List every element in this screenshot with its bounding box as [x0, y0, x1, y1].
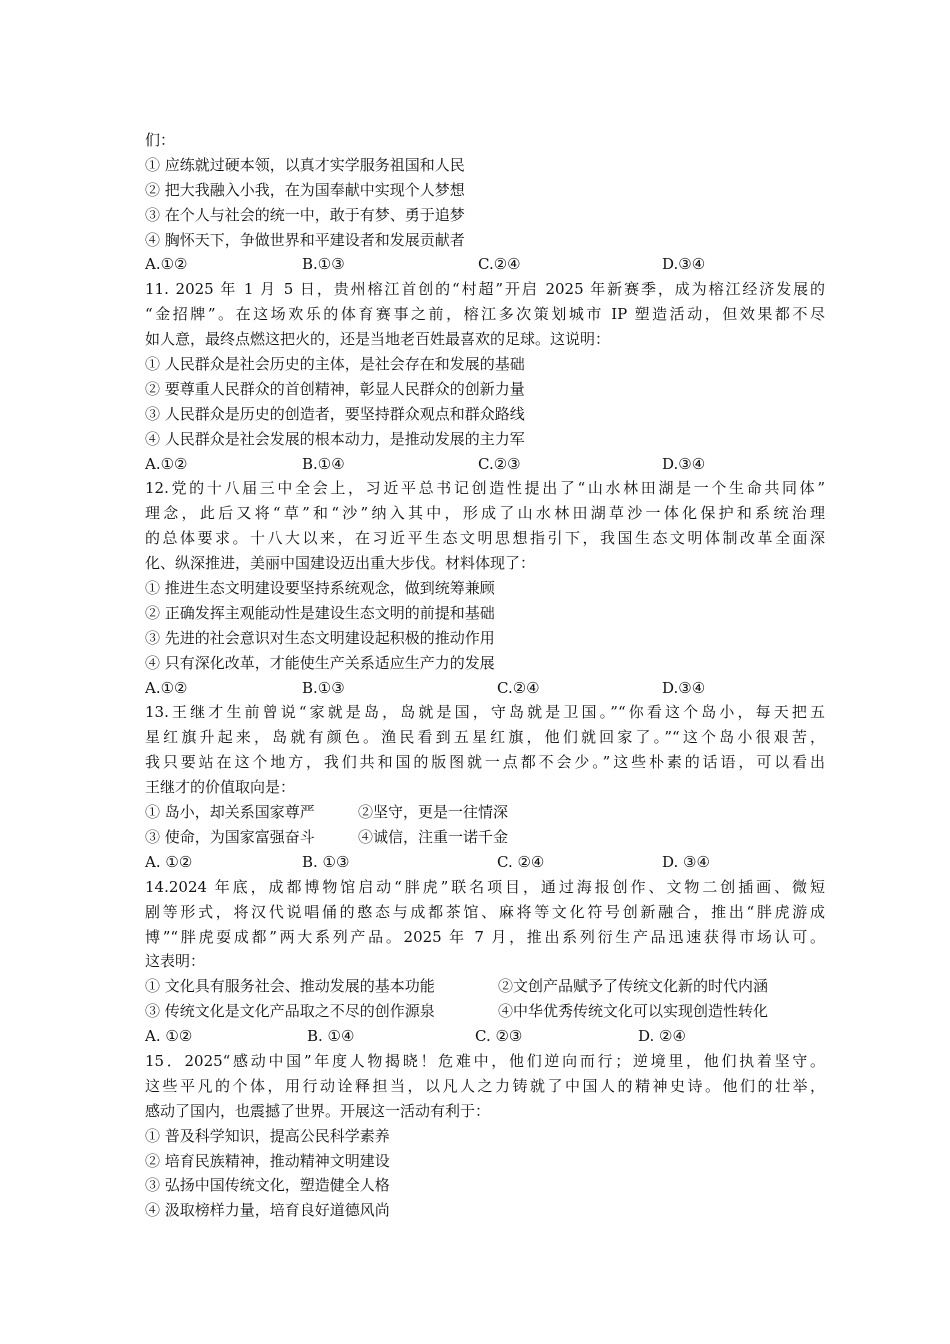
- question-stem-line: 这些平凡的个体，用行动诠释担当，以凡人之力铸就了中国人的精神史诗。他们的壮举，: [145, 1076, 825, 1095]
- statement-4: ④ 胸怀天下，争做世界和平建设者和发展贡献者: [145, 230, 465, 249]
- question-10: [145, 128, 825, 277]
- question-stem: 们：: [145, 131, 176, 149]
- question-stem-line: 化、纵深推进，美丽中国建设迈出重大步伐。材料体现了：: [145, 554, 536, 573]
- option-d: D. ③④: [662, 852, 710, 871]
- statement-1: ① 文化具有服务社会、推动发展的基本功能: [145, 977, 435, 996]
- statement-3: ③ 使命，为国家富强奋斗: [145, 827, 315, 846]
- question-stem-line: 星红旗升起来，岛就有颜色。渔民看到五星红旗，他们就回家了。”“这个岛小很艰苦，: [145, 728, 825, 747]
- statement-2: ② 要尊重人民群众的首创精神，彰显人民群众的创新力量: [145, 379, 525, 398]
- option-b: B. ①③: [302, 852, 350, 871]
- option-c: C.②④: [497, 678, 540, 697]
- question-14: [145, 875, 825, 1049]
- statement-2: ② 正确发挥主观能动性是建设生态文明的前提和基础: [145, 603, 495, 622]
- option-b: B. ①④: [307, 1027, 355, 1046]
- question-12: [145, 476, 825, 700]
- statement-3: ③ 传统文化是文化产品取之不尽的创作源泉: [145, 1002, 435, 1021]
- question-stem-line: 14.2024 年底，成都博物馆启动“胖虎”联名项目，通过海报创作、文物二创插画、微短: [145, 877, 825, 896]
- statement-1: ① 岛小，却关系国家尊严: [145, 803, 315, 822]
- statement-row: [145, 825, 825, 850]
- question-stem-line: 12.党的十八届三中全会上，习近平总书记创造性提出了“山水林田湖是一个生命共同体”: [145, 479, 825, 498]
- question-13: [145, 700, 825, 874]
- option-a: A.①②: [145, 255, 188, 274]
- statement-2: ② 培育民族精神，推动精神文明建设: [145, 1151, 390, 1170]
- option-c: C. ②③: [475, 1027, 523, 1046]
- statement-1: ① 人民群众是社会历史的主体，是社会存在和发展的基础: [145, 355, 525, 374]
- question-15: [145, 1049, 825, 1223]
- statement-2: ②坚守，更是一往情深: [358, 803, 509, 822]
- question-stem-line: 这表明：: [145, 952, 206, 971]
- option-a: A.①②: [145, 454, 188, 473]
- statement-3: ③ 弘扬中国传统文化，塑造健全人格: [145, 1176, 390, 1195]
- option-b: B.①③: [302, 255, 345, 274]
- question-stem-line: 感动了国内，也震撼了世界。开展这一活动有利于：: [145, 1101, 491, 1120]
- question-stem-line: 剧等形式，将汉代说唱俑的憨态与成都茶馆、麻将等文化符号创新融合，推出“胖虎游成: [145, 902, 825, 921]
- statement-3: ③ 人民群众是历史的创造者，要坚持群众观点和群众路线: [145, 404, 525, 423]
- answer-options: [145, 252, 825, 277]
- question-stem-line: 理念，此后又将“草”和“沙”纳入其中，形成了山水林田湖草沙一体化保护和系统治理: [145, 504, 825, 523]
- statement-4: ④ 只有深化改革，才能使生产关系适应生产力的发展: [145, 653, 495, 672]
- question-stem-line: 王继才的价值取向是：: [145, 778, 296, 797]
- question-stem-line: “金招牌”。在这场欢乐的体育赛事之前，榕江多次策划城市 IP 塑造活动，但效果都不尽: [145, 305, 825, 324]
- question-stem-line: 如人意，最终点燃这把火的，还是当地老百姓最喜欢的足球。这说明：: [145, 330, 611, 349]
- statement-3: ③ 在个人与社会的统一中，敢于有梦、勇于追梦: [145, 205, 465, 224]
- statement-1: ① 推进生态文明建设要坚持系统观念，做到统筹兼顾: [145, 579, 495, 598]
- statement-4: ④中华优秀传统文化可以实现创造性转化: [498, 1002, 769, 1021]
- option-d: D.③④: [662, 454, 706, 473]
- option-a: A. ①②: [145, 852, 193, 871]
- exam-page: [145, 128, 825, 1223]
- question-stem-line: 博”“胖虎耍成都”两大系列产品。2025 年 7 月，推出系列衍生产品迅速获得市场认可。: [145, 927, 825, 946]
- option-b: B.①③: [302, 678, 345, 697]
- option-a: A. ①②: [145, 1027, 193, 1046]
- answer-options: [145, 1024, 825, 1049]
- statement-4: ④ 人民群众是社会发展的根本动力，是推动发展的主力军: [145, 429, 525, 448]
- statement-row: [145, 999, 825, 1024]
- question-stem-line: 11. 2025 年 1 月 5 日，贵州榕江首创的“村超”开启 2025 年新赛季，成为榕江经济发展的: [145, 280, 825, 299]
- option-c: C.②④: [478, 255, 521, 274]
- statement-2: ②文创产品赋予了传统文化新的时代内涵: [498, 977, 769, 996]
- question-stem-line: 15．2025“感动中国”年度人物揭晓！危难中，他们逆向而行；逆境里，他们执着坚守。: [145, 1051, 825, 1070]
- question-stem-line: 13.王继才生前曾说“家就是岛，岛就是国，守岛就是卫国。”“你看这个岛小，每天把五: [145, 703, 825, 722]
- statement-4: ④ 汲取榜样力量，培育良好道德风尚: [145, 1201, 390, 1220]
- question-stem-line: 的总体要求。十八大以来，在习近平生态文明思想指引下，我国生态文明体制改革全面深: [145, 529, 825, 548]
- statement-1: ① 应练就过硬本领，以真才实学服务祖国和人民: [145, 155, 465, 174]
- option-a: A.①②: [145, 678, 188, 697]
- statement-4: ④诚信，注重一诺千金: [358, 827, 509, 846]
- statement-row: [145, 974, 825, 999]
- option-c: C. ②④: [497, 852, 545, 871]
- option-b: B.①④: [302, 454, 345, 473]
- answer-options: [145, 452, 825, 477]
- option-d: D.③④: [662, 678, 706, 697]
- option-d: D. ②④: [638, 1027, 686, 1046]
- option-c: C.②③: [478, 454, 521, 473]
- answer-options: [145, 850, 825, 875]
- statement-3: ③ 先进的社会意识对生态文明建设起积极的推动作用: [145, 628, 495, 647]
- answer-options: [145, 676, 825, 701]
- question-stem-line: 我只要站在这个地方，我们共和国的版图就一点都不会少。”这些朴素的话语，可以看出: [145, 753, 825, 772]
- statement-1: ① 普及科学知识，提高公民科学素养: [145, 1126, 390, 1145]
- option-d: D.③④: [662, 255, 706, 274]
- statement-2: ② 把大我融入小我，在为国奉献中实现个人梦想: [145, 180, 465, 199]
- statement-row: [145, 800, 825, 825]
- question-11: [145, 277, 825, 476]
